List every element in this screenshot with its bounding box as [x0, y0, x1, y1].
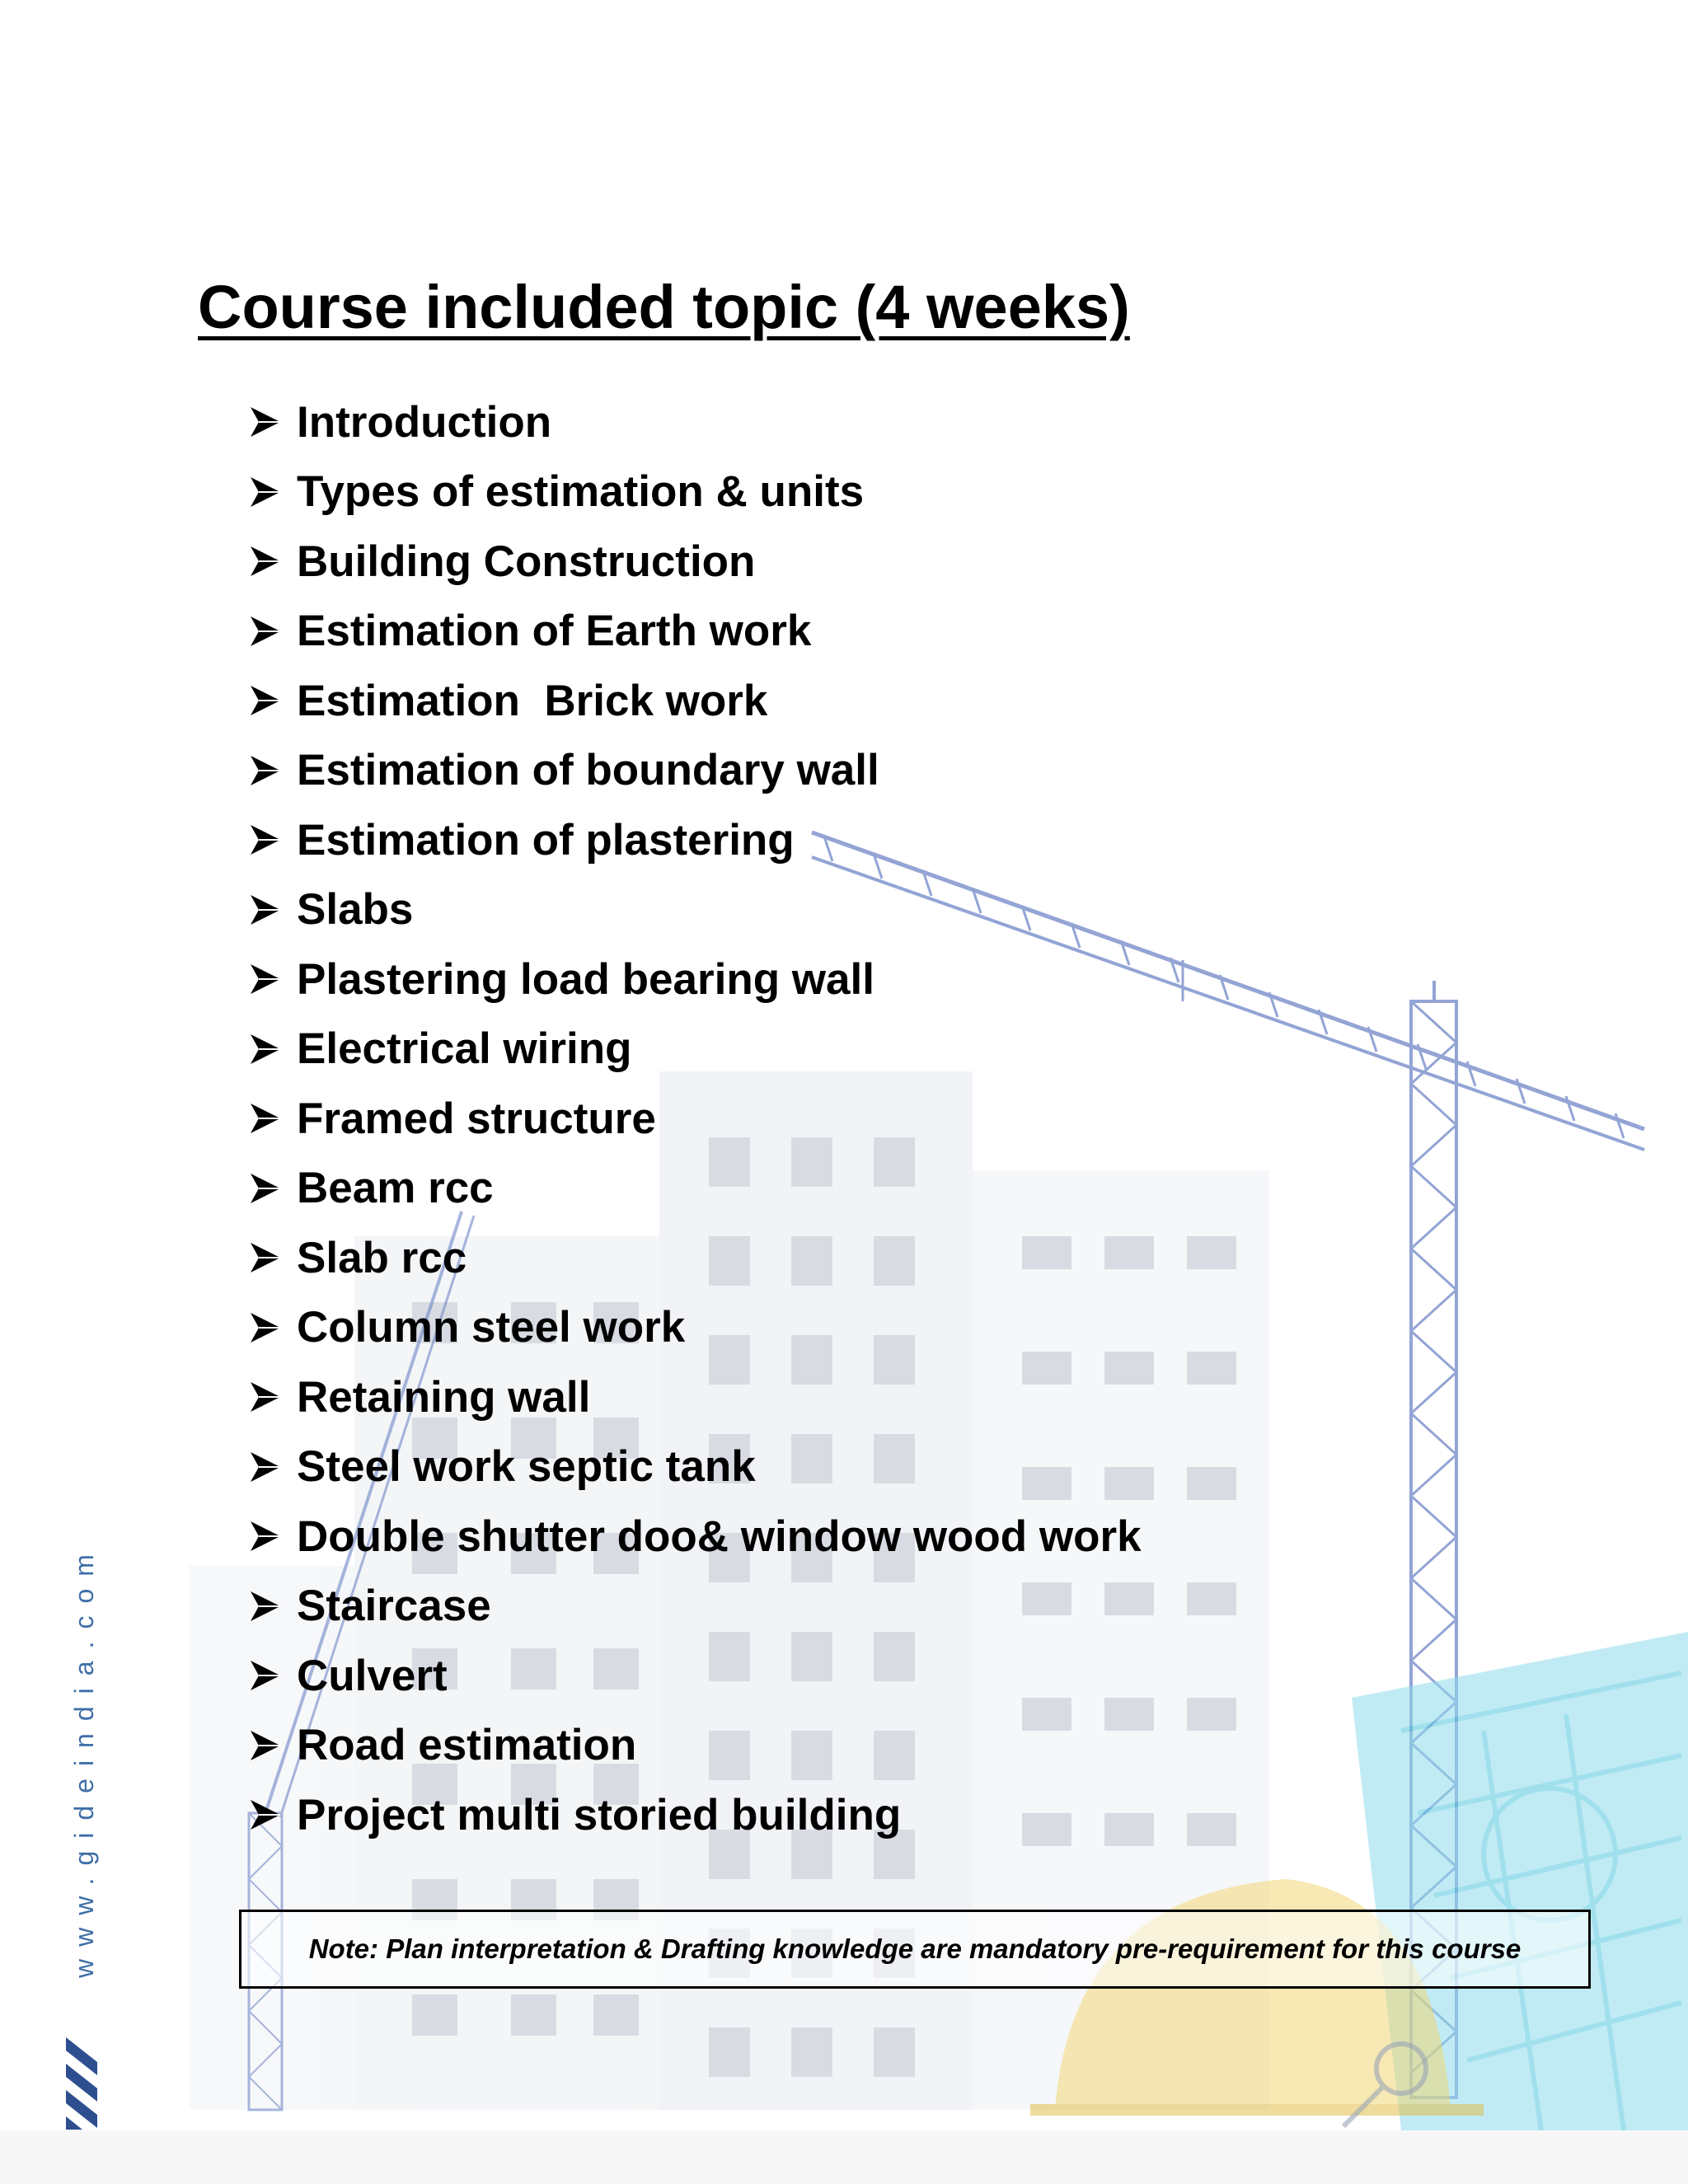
topic-label: Culvert — [297, 1651, 448, 1700]
topic-item — [249, 1015, 1142, 1085]
arrow-bullet-icon — [249, 476, 282, 509]
topic-label: Estimation of plastering — [297, 815, 795, 865]
topic-item — [249, 805, 1142, 875]
topic-item — [249, 666, 1142, 736]
topic-label: Steel work septic tank — [297, 1442, 756, 1492]
arrow-bullet-icon — [249, 1380, 282, 1413]
arrow-bullet-icon — [249, 1311, 282, 1344]
topic-label: Types of estimation & units — [297, 467, 865, 517]
topic-label: Beam rcc — [297, 1164, 494, 1213]
arrow-bullet-icon — [249, 684, 282, 717]
arrow-bullet-icon — [249, 1798, 282, 1831]
topic-label: Electrical wiring — [297, 1024, 632, 1074]
arrow-bullet-icon — [249, 1172, 282, 1205]
arrow-bullet-icon — [249, 1590, 282, 1623]
arrow-bullet-icon — [249, 1520, 282, 1553]
topic-item — [249, 736, 1142, 806]
arrow-bullet-icon — [249, 545, 282, 578]
topic-label: Plastering load bearing wall — [297, 954, 874, 1004]
topic-label: Retaining wall — [297, 1372, 591, 1422]
topic-label: Staircase — [297, 1582, 491, 1631]
topic-item — [249, 1780, 1142, 1850]
arrow-bullet-icon — [249, 1451, 282, 1483]
topic-label: Column steel work — [297, 1303, 686, 1352]
topic-item — [249, 1362, 1142, 1432]
topic-item — [249, 1154, 1142, 1224]
topic-label: Project multi storied building — [297, 1790, 902, 1840]
topic-label: Slabs — [297, 885, 414, 935]
arrow-bullet-icon — [249, 1033, 282, 1066]
topic-item — [249, 1223, 1142, 1293]
topic-item — [249, 1711, 1142, 1781]
arrow-bullet-icon — [249, 1102, 282, 1135]
topic-label: Estimation Brick work — [297, 676, 768, 725]
topic-item — [249, 1641, 1142, 1711]
prerequisite-note — [239, 1910, 1591, 1989]
topic-item — [249, 527, 1142, 597]
topic-item — [249, 1432, 1142, 1502]
topic-item — [249, 875, 1142, 945]
arrow-bullet-icon — [249, 963, 282, 996]
arrow-bullet-icon — [249, 1729, 282, 1762]
topic-item — [249, 597, 1142, 667]
footer-band — [0, 2130, 1688, 2184]
arrow-bullet-icon — [249, 1241, 282, 1274]
website-url[interactable]: www.gideindia.com — [69, 1542, 99, 1978]
arrow-bullet-icon — [249, 615, 282, 648]
topic-item — [249, 1293, 1142, 1363]
topic-item — [249, 387, 1142, 457]
topic-label: Introduction — [297, 397, 552, 447]
topic-label: Estimation of Earth work — [297, 607, 812, 656]
topic-item — [249, 1502, 1142, 1572]
arrow-bullet-icon — [249, 1659, 282, 1692]
topic-label: Estimation of boundary wall — [297, 746, 879, 795]
topic-label: Double shutter doo& window wood work — [297, 1511, 1142, 1561]
note-text: Note: Plan interpretation & Drafting knowledge are mandatory pre-requirement for this course — [308, 1933, 1522, 1964]
topic-list — [249, 387, 1142, 1850]
topic-item — [249, 457, 1142, 527]
topic-label: Road estimation — [297, 1721, 637, 1770]
topic-label: Slab rcc — [297, 1233, 467, 1282]
topic-label: Building Construction — [297, 537, 756, 586]
arrow-bullet-icon — [249, 823, 282, 856]
topic-item — [249, 1572, 1142, 1642]
topic-item — [249, 1084, 1142, 1154]
arrow-bullet-icon — [249, 754, 282, 787]
stripes-icon — [64, 2029, 114, 2132]
topic-label: Framed structure — [297, 1094, 656, 1143]
topic-item — [249, 944, 1142, 1015]
arrow-bullet-icon — [249, 893, 282, 926]
arrow-bullet-icon — [249, 405, 282, 438]
page-title: Course included topic (4 weeks) — [198, 273, 1130, 341]
